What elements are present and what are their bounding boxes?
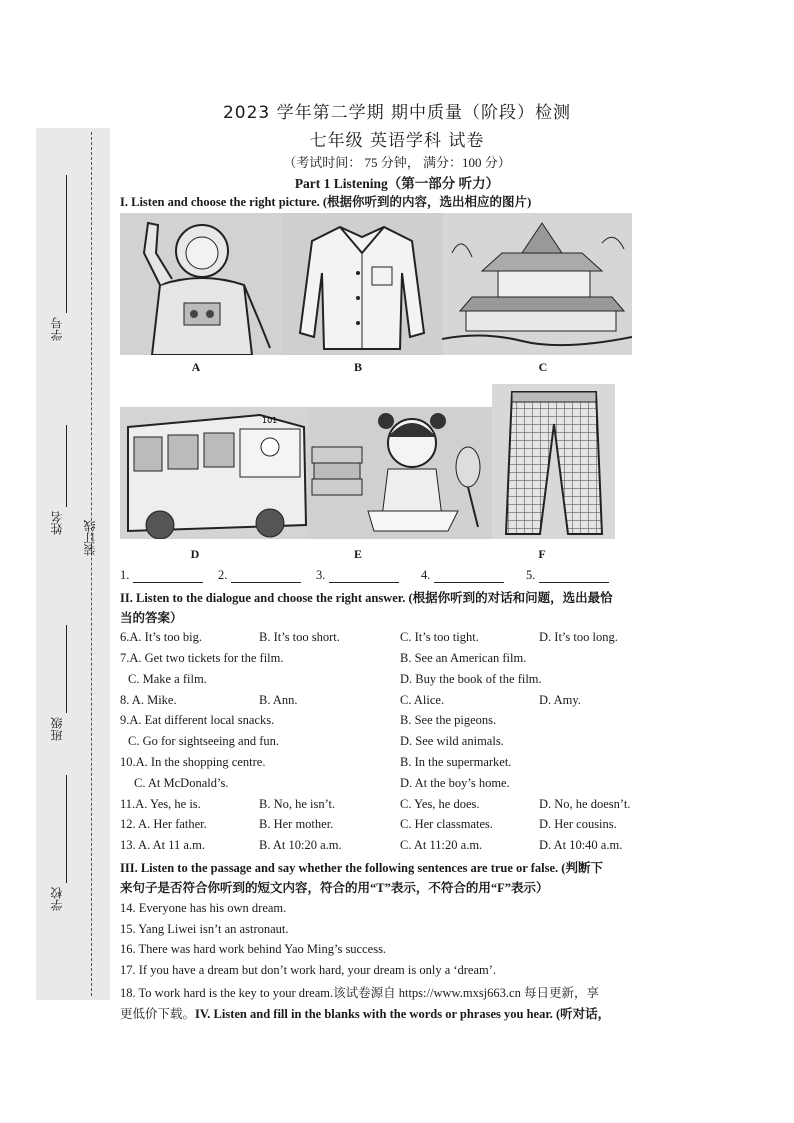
picture-f-label: F bbox=[538, 547, 546, 561]
q9-option-d: D. See wild animals. bbox=[400, 734, 504, 748]
q7-option-d: D. Buy the book of the film. bbox=[400, 672, 542, 686]
statement-16: 16. There was hard work behind Yao Ming’s success. bbox=[120, 942, 387, 956]
exam-subtitle: 七年级 英语学科 试卷 bbox=[309, 131, 485, 151]
school-line bbox=[66, 775, 67, 883]
q6-option-a: 6.A. It’s too big. bbox=[120, 630, 202, 644]
picture-c-label: C bbox=[538, 360, 548, 374]
q8-option-d: D. Amy. bbox=[539, 693, 581, 707]
section1-heading: I. Listen and choose the right picture. (根据你听到的内容，选出相应的图片) bbox=[120, 195, 532, 209]
answer-line-5[interactable] bbox=[539, 570, 609, 583]
answer-blank-1[interactable]: 1. bbox=[120, 568, 203, 583]
answer-line-2[interactable] bbox=[231, 570, 301, 583]
picture-a-label: A bbox=[191, 360, 201, 374]
q11-option-b: B. No, he isn’t. bbox=[259, 797, 336, 811]
student-number-line bbox=[66, 175, 67, 313]
q13-option-b: B. At 10:20 a.m. bbox=[259, 838, 342, 852]
q11-option-c: C. Yes, he does. bbox=[400, 797, 480, 811]
picture-e-label: E bbox=[353, 547, 362, 561]
class-label: 班级 bbox=[50, 717, 64, 741]
binding-margin bbox=[36, 128, 110, 1000]
picture-f bbox=[492, 384, 615, 539]
q8-option-c: C. Alice. bbox=[400, 693, 445, 707]
q6-option-c: C. It’s too tight. bbox=[400, 630, 479, 644]
binding-cut-line bbox=[91, 132, 92, 996]
q7-option-a: 7.A. Get two tickets for the film. bbox=[120, 651, 284, 665]
student-name-label: 姓名 bbox=[50, 511, 64, 535]
q7-option-c: C. Make a film. bbox=[128, 672, 207, 686]
statement-18-continued: 更低价下载。IV. Listen and fill in the blanks with the words or phrases you hear. (听对话， bbox=[120, 1007, 611, 1021]
statement-17: 17. If you have a dream but don’t work hard, your dream is only a ‘dream’. bbox=[120, 963, 497, 977]
q13-option-a: 13. A. At 11 a.m. bbox=[120, 838, 205, 852]
student-name-line bbox=[66, 425, 67, 507]
section4-heading: IV. Listen and fill in the blanks with the words or phrases you hear. (听对话， bbox=[195, 1007, 611, 1021]
school-label: 学校 bbox=[50, 887, 64, 911]
q10-option-b: B. In the supermarket. bbox=[400, 755, 512, 769]
answer-blank-2[interactable]: 2. bbox=[218, 568, 301, 583]
q13-option-c: C. At 11:20 a.m. bbox=[400, 838, 483, 852]
q13-option-d: D. At 10:40 a.m. bbox=[539, 838, 623, 852]
girl-studying-icon bbox=[308, 407, 492, 539]
q12-option-c: C. Her classmates. bbox=[400, 817, 494, 831]
statement-15: 15. Yang Liwei isn’t an astronaut. bbox=[120, 922, 289, 936]
exam-title: 2023 学年第二学期 期中质量（阶段）检测 bbox=[222, 103, 572, 123]
picture-d bbox=[120, 407, 308, 539]
astronaut-icon bbox=[120, 213, 282, 355]
q9-option-b: B. See the pigeons. bbox=[400, 713, 497, 727]
q9-option-a: 9.A. Eat different local snacks. bbox=[120, 713, 275, 727]
q11-option-d: D. No, he doesn’t. bbox=[539, 797, 631, 811]
q8-option-a: 8. A. Mike. bbox=[120, 693, 177, 707]
section3-heading: III. Listen to the passage and say whether the following sentences are true or false. (判断下 来句子是否符合你听到的短文内容，符合的用“T”表示，不符合的用“F”表示） bbox=[120, 861, 603, 895]
q12-option-a: 12. A. Her father. bbox=[120, 817, 207, 831]
answer-blank-4[interactable]: 4. bbox=[421, 568, 504, 583]
statement-18: 18. To work hard is the key to your dream.该试卷源自 https://www.mxsj663.cn 每日更新，享 bbox=[120, 986, 599, 1000]
section2-heading: II. Listen to the dialogue and choose the right answer. (根据你听到的对话和问题，选出最恰 当的答案） bbox=[120, 591, 613, 625]
picture-c bbox=[442, 213, 632, 355]
q12-option-d: D. Her cousins. bbox=[539, 817, 617, 831]
q10-option-a: 10.A. In the shopping centre. bbox=[120, 755, 266, 769]
q6-option-d: D. It’s too long. bbox=[539, 630, 618, 644]
q11-option-a: 11.A. Yes, he is. bbox=[120, 797, 201, 811]
q7-option-b: B. See an American film. bbox=[400, 651, 527, 665]
binding-line-label: 装订线 bbox=[83, 520, 97, 556]
exam-info: （考试时间： 75 分钟， 满分：100 分） bbox=[283, 155, 511, 170]
source-note: 该试卷源自 https://www.mxsj663.cn 每日更新，享 bbox=[333, 986, 599, 1000]
class-line bbox=[66, 625, 67, 713]
q6-option-b: B. It’s too short. bbox=[259, 630, 340, 644]
answer-line-3[interactable] bbox=[329, 570, 399, 583]
q12-option-b: B. Her mother. bbox=[259, 817, 334, 831]
part-title: Part 1 Listening（第一部分 听力） bbox=[294, 176, 500, 191]
q10-option-c: C. At McDonald’s. bbox=[134, 776, 229, 790]
picture-b bbox=[282, 213, 442, 355]
q8-option-b: B. Ann. bbox=[259, 693, 298, 707]
picture-a bbox=[120, 213, 282, 355]
shirt-icon bbox=[282, 213, 442, 355]
svg-text:101: 101 bbox=[262, 416, 278, 425]
answer-line-4[interactable] bbox=[434, 570, 504, 583]
answer-blank-5[interactable]: 5. bbox=[526, 568, 609, 583]
trousers-icon bbox=[492, 384, 615, 539]
picture-e bbox=[308, 407, 492, 539]
picture-b-label: B bbox=[353, 360, 362, 374]
statement-14: 14. Everyone has his own dream. bbox=[120, 901, 287, 915]
answer-line-1[interactable] bbox=[133, 570, 203, 583]
answer-blank-3[interactable]: 3. bbox=[316, 568, 399, 583]
picture-d-label: D bbox=[190, 547, 200, 561]
pavilion-icon bbox=[442, 213, 632, 355]
q10-option-d: D. At the boy’s home. bbox=[400, 776, 510, 790]
q9-option-c: C. Go for sightseeing and fun. bbox=[128, 734, 280, 748]
student-number-label: 学号 bbox=[50, 317, 64, 341]
bus-icon bbox=[120, 407, 308, 539]
